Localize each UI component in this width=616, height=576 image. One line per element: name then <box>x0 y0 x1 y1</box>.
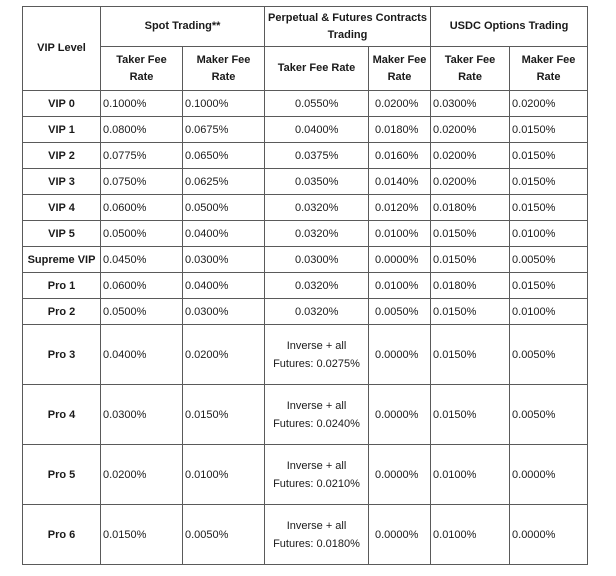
perp-taker-line2: Futures: 0.0180% <box>273 537 360 550</box>
perp-taker-cell <box>265 445 369 505</box>
vip-level-cell: VIP 1 <box>23 117 101 143</box>
perp-taker-line1: Inverse + all <box>286 519 347 532</box>
perpetual-futures-header: Perpetual & Futures Contracts Trading <box>265 7 431 47</box>
perp-taker-line1: Inverse + all <box>286 399 347 412</box>
spot-taker-cell: 0.0775% <box>101 143 183 169</box>
options-maker-cell: 0.0050% <box>510 385 588 445</box>
perp-maker-cell: 0.0050% <box>369 299 431 325</box>
perp-taker-line2: Futures: 0.0275% <box>273 357 360 370</box>
options-maker-cell: 0.0100% <box>510 221 588 247</box>
spot-taker-cell: 0.1000% <box>101 91 183 117</box>
options-taker-cell: 0.0200% <box>431 143 510 169</box>
table-row <box>23 325 588 385</box>
perp-taker-cell: 0.0350% <box>265 169 369 195</box>
spot-maker-header: Maker Fee Rate <box>183 47 265 91</box>
perp-maker-cell: 0.0000% <box>369 385 431 445</box>
table-row <box>23 169 588 195</box>
vip-level-cell: Pro 5 <box>23 445 101 505</box>
spot-maker-cell: 0.0300% <box>183 299 265 325</box>
perp-taker-cell: 0.0320% <box>265 195 369 221</box>
perp-taker-line2: Futures: 0.0240% <box>273 417 360 430</box>
spot-taker-cell: 0.0500% <box>101 221 183 247</box>
options-taker-cell: 0.0150% <box>431 299 510 325</box>
spot-maker-cell: 0.0625% <box>183 169 265 195</box>
perp-maker-cell: 0.0160% <box>369 143 431 169</box>
options-taker-header: Taker Fee Rate <box>431 47 510 91</box>
vip-level-cell: VIP 3 <box>23 169 101 195</box>
perp-taker-line2: Futures: 0.0210% <box>273 477 360 490</box>
vip-level-cell: Pro 4 <box>23 385 101 445</box>
vip-level-cell: Supreme VIP <box>23 247 101 273</box>
options-taker-cell: 0.0180% <box>431 195 510 221</box>
vip-level-cell: VIP 0 <box>23 91 101 117</box>
perp-taker-cell <box>265 385 369 445</box>
perp-maker-header: Maker Fee Rate <box>369 47 431 91</box>
vip-level-cell: VIP 4 <box>23 195 101 221</box>
options-taker-cell: 0.0300% <box>431 91 510 117</box>
spot-taker-cell: 0.0300% <box>101 385 183 445</box>
vip-level-cell: VIP 2 <box>23 143 101 169</box>
options-maker-cell: 0.0050% <box>510 247 588 273</box>
vip-level-cell: Pro 2 <box>23 299 101 325</box>
options-maker-cell: 0.0100% <box>510 299 588 325</box>
table-row <box>23 273 588 299</box>
perp-taker-line1: Inverse + all <box>286 339 347 352</box>
perp-taker-cell: 0.0375% <box>265 143 369 169</box>
options-maker-header: Maker Fee Rate <box>510 47 588 91</box>
table-row <box>23 385 588 445</box>
vip-level-header: VIP Level <box>23 7 101 91</box>
spot-taker-cell: 0.0150% <box>101 505 183 565</box>
spot-maker-cell: 0.0400% <box>183 273 265 299</box>
spot-maker-cell: 0.1000% <box>183 91 265 117</box>
usdc-options-header: USDC Options Trading <box>431 7 588 47</box>
spot-taker-header: Taker Fee Rate <box>101 47 183 91</box>
table-row <box>23 117 588 143</box>
table-row <box>23 221 588 247</box>
options-maker-cell: 0.0000% <box>510 505 588 565</box>
spot-taker-cell: 0.0500% <box>101 299 183 325</box>
options-taker-cell: 0.0150% <box>431 247 510 273</box>
vip-level-cell: Pro 6 <box>23 505 101 565</box>
perp-maker-cell: 0.0000% <box>369 247 431 273</box>
perp-taker-cell: 0.0300% <box>265 247 369 273</box>
options-maker-cell: 0.0150% <box>510 143 588 169</box>
options-maker-cell: 0.0200% <box>510 91 588 117</box>
options-taker-cell: 0.0200% <box>431 117 510 143</box>
spot-taker-cell: 0.0450% <box>101 247 183 273</box>
perp-maker-cell: 0.0180% <box>369 117 431 143</box>
spot-taker-cell: 0.0750% <box>101 169 183 195</box>
table-row <box>23 505 588 565</box>
perp-taker-cell <box>265 325 369 385</box>
vip-level-cell: Pro 3 <box>23 325 101 385</box>
options-maker-cell: 0.0150% <box>510 195 588 221</box>
spot-trading-header: Spot Trading** <box>101 7 265 47</box>
spot-maker-cell: 0.0675% <box>183 117 265 143</box>
table-row <box>23 91 588 117</box>
spot-maker-cell: 0.0150% <box>183 385 265 445</box>
options-maker-cell: 0.0150% <box>510 117 588 143</box>
spot-taker-cell: 0.0200% <box>101 445 183 505</box>
perp-taker-line1: Inverse + all <box>286 459 347 472</box>
spot-maker-cell: 0.0650% <box>183 143 265 169</box>
vip-level-cell: Pro 1 <box>23 273 101 299</box>
perp-taker-cell: 0.0320% <box>265 299 369 325</box>
perp-maker-cell: 0.0100% <box>369 273 431 299</box>
perp-maker-cell: 0.0120% <box>369 195 431 221</box>
table-row <box>23 195 588 221</box>
fee-rate-table <box>22 6 588 565</box>
spot-maker-cell: 0.0100% <box>183 445 265 505</box>
table-row <box>23 299 588 325</box>
options-taker-cell: 0.0150% <box>431 385 510 445</box>
options-taker-cell: 0.0200% <box>431 169 510 195</box>
perp-maker-cell: 0.0000% <box>369 505 431 565</box>
spot-maker-cell: 0.0400% <box>183 221 265 247</box>
spot-maker-cell: 0.0050% <box>183 505 265 565</box>
options-taker-cell: 0.0150% <box>431 325 510 385</box>
options-taker-cell: 0.0150% <box>431 221 510 247</box>
spot-taker-cell: 0.0800% <box>101 117 183 143</box>
perp-taker-header: Taker Fee Rate <box>265 47 369 91</box>
spot-maker-cell: 0.0500% <box>183 195 265 221</box>
vip-level-cell: VIP 5 <box>23 221 101 247</box>
perp-taker-cell: 0.0320% <box>265 221 369 247</box>
options-taker-cell: 0.0180% <box>431 273 510 299</box>
options-maker-cell: 0.0150% <box>510 273 588 299</box>
spot-taker-cell: 0.0600% <box>101 273 183 299</box>
spot-maker-cell: 0.0200% <box>183 325 265 385</box>
perp-taker-cell: 0.0400% <box>265 117 369 143</box>
perp-taker-cell: 0.0320% <box>265 273 369 299</box>
options-taker-cell: 0.0100% <box>431 505 510 565</box>
options-taker-cell: 0.0100% <box>431 445 510 505</box>
table-row <box>23 247 588 273</box>
perp-taker-cell <box>265 505 369 565</box>
options-maker-cell: 0.0000% <box>510 445 588 505</box>
perp-maker-cell: 0.0000% <box>369 445 431 505</box>
spot-taker-cell: 0.0400% <box>101 325 183 385</box>
perp-maker-cell: 0.0000% <box>369 325 431 385</box>
perp-maker-cell: 0.0140% <box>369 169 431 195</box>
options-maker-cell: 0.0150% <box>510 169 588 195</box>
table-row <box>23 445 588 505</box>
options-maker-cell: 0.0050% <box>510 325 588 385</box>
perp-maker-cell: 0.0200% <box>369 91 431 117</box>
perp-maker-cell: 0.0100% <box>369 221 431 247</box>
spot-taker-cell: 0.0600% <box>101 195 183 221</box>
spot-maker-cell: 0.0300% <box>183 247 265 273</box>
table-row <box>23 143 588 169</box>
perp-taker-cell: 0.0550% <box>265 91 369 117</box>
